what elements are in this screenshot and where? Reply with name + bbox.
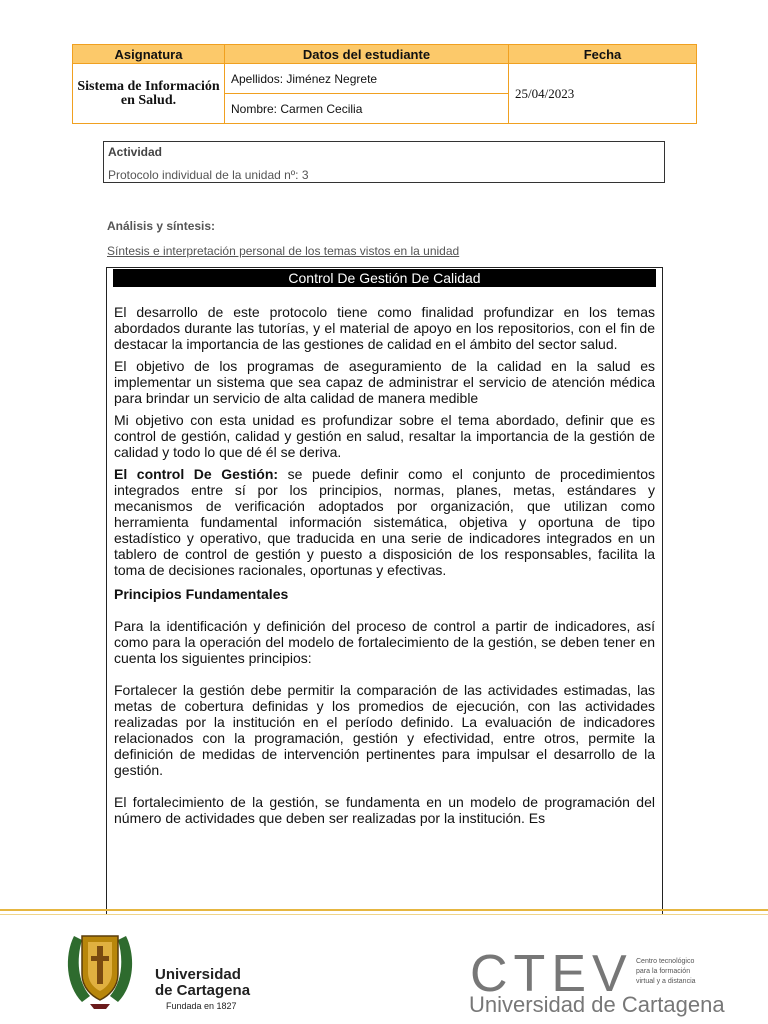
activity-value: Protocolo individual de la unidad nº: 3 <box>108 168 309 182</box>
content-body <box>114 304 655 826</box>
ctev-subtitle: Centro tecnológico para la formación virtual y a distancia <box>636 958 696 985</box>
subject-name: Sistema de Información en Salud. <box>73 64 225 124</box>
header-date-label: Fecha <box>509 45 697 64</box>
date-value: 25/04/2023 <box>509 64 697 124</box>
footer-gold-line-thin <box>0 914 768 915</box>
paragraph-strengthen: Fortalecer la gestión debe permitir la comparación de las actividades estimadas, las metas de cobertura definidas y los promedios de ejecución, con las actividades realizadas por la institución en el período definido. La evaluación de indicadores relacionados con la programación, gestión y efectividad, entre otros, permite la definición de medidas de intervención pertinentes para impulsar el desarrollo de la gestión. <box>114 682 655 778</box>
paragraph-objective: El objetivo de los programas de aseguramiento de la calidad en la salud es implementar un sistema que sea capaz de administrar el servicio de atención médica para brindar un servicio de alta calidad de manera medible <box>114 358 655 406</box>
analysis-subheading: Síntesis e interpretación personal de los temas vistos en la unidad <box>107 244 460 258</box>
paragraph-intro: El desarrollo de este protocolo tiene como finalidad profundizar en los temas abordados durante las tutorías, y el material de apoyo en los repositorios, con el fin de destacar la importancia de las gestiones de calidad en el ámbito del sector salud. <box>114 304 655 352</box>
student-surname: Apellidos: Jiménez Negrete <box>225 64 509 94</box>
control-definition-term: El control De Gestión: <box>114 466 279 482</box>
paragraph-control-definition <box>114 466 655 578</box>
footer-gold-line <box>0 909 768 911</box>
content-title: Control De Gestión De Calidad <box>113 269 656 287</box>
ctev-logo: CTEV <box>470 945 633 1003</box>
control-definition-text: se puede definir como el conjunto de procedimientos integrados entre sí por los principios, normas, planes, metas, estándares y mecanismos de verificación adoptados por organización, que utilizan como herramienta fundamental información sistemática, objetiva y oportuna de tipo estadístico y operativo, que traducida en una serie de indicadores integrados en un tablero de control de gestión y puesto a disposición de los responsables, facilita la toma de decisiones racionales, oportunas y efectivas. <box>114 466 655 578</box>
ctev-university-name: Universidad de Cartagena <box>469 992 725 1017</box>
activity-box <box>103 141 665 183</box>
paragraph-principles-intro: Para la identificación y definición del proceso de control a partir de indicadores, así como para la operación del modelo de fortalecimiento de la gestión, se deben tener en cuenta los siguientes principios: <box>114 618 655 666</box>
header-student-label: Datos del estudiante <box>225 45 509 64</box>
university-founded: Fundada en 1827 <box>166 1001 237 1011</box>
student-name: Nombre: Carmen Cecilia <box>225 94 509 124</box>
university-crest-icon <box>60 926 140 1010</box>
header-subject-label: Asignatura <box>73 45 225 64</box>
principles-heading: Principios Fundamentales <box>114 586 289 602</box>
paragraph-strengthening-model: El fortalecimiento de la gestión, se fundamenta en un modelo de programación del número de actividades que deben ser realizadas por la institución. Es <box>114 794 655 826</box>
content-box <box>106 267 663 915</box>
activity-label: Actividad <box>108 145 163 159</box>
header-table <box>72 44 697 124</box>
analysis-heading: Análisis y síntesis: <box>107 219 216 233</box>
university-name-line2: de Cartagena <box>155 982 251 999</box>
university-name-line1: Universidad <box>155 966 241 983</box>
paragraph-personal-objective: Mi objetivo con esta unidad es profundizar sobre el tema abordado, definir que es control de gestión, calidad y gestión en salud, resaltar la importancia de la gestión de calidad y todo lo que dé él se deriva. <box>114 412 655 460</box>
